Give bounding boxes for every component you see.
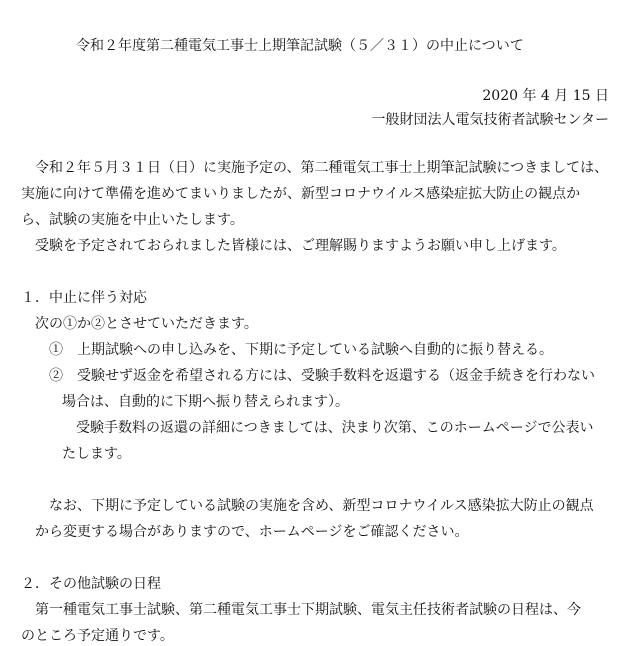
intro-line-1: 令和２年５月３１日（日）に実施予定の、第二種電気工事士上期筆記試験につきましては、 <box>35 160 609 176</box>
issuing-organization: 一般財団法人電気技術者試験センター <box>371 112 609 128</box>
note-line-2: から変更する場合がありますので、ホームページをご確認ください。 <box>35 524 469 540</box>
notice-date: 2020 年 4 月 15 日 <box>482 88 609 104</box>
section-2-line-2: のところ予定通りです。 <box>21 628 174 644</box>
option-2-line-1: ② 受験せず返金を希望される方には、受験手数料を返還する（返金手続きを行わない <box>49 368 595 384</box>
intro-line-4: 受験を予定されておられました皆様には、ご理解賜りますようお願い申し上げます。 <box>35 238 566 254</box>
section-2-line-1: 第一種電気工事士試験、第二種電気工事士下期試験、電気主任技術者試験の日程は、今 <box>35 602 581 618</box>
refund-detail-line-2: たします。 <box>62 446 131 462</box>
refund-detail-line-1: 受験手数料の返還の詳細につきましては、決まり次第、このホームページで公表い <box>76 420 594 436</box>
note-line-1: なお、下期に予定している試験の実施を含め、新型コロナウイルス感染拡大防止の観点 <box>49 498 594 514</box>
section-1-lead: 次の①か②とさせていただきます。 <box>35 316 258 332</box>
section-1-heading: １．中止に伴う対応 <box>21 290 147 306</box>
intro-line-2: 実施に向けて準備を進めてまいりましたが、新型コロナウイルス感染症拡大防止の観点か <box>21 186 581 202</box>
intro-line-3: ら、試験の実施を中止いたします。 <box>21 212 244 228</box>
notice-title: 令和２年度第二種電気工事士上期筆記試験（５／３１）の中止について <box>76 38 524 54</box>
section-2-heading: ２．その他試験の日程 <box>21 576 161 592</box>
option-2-line-2: 場合は、自動的に下期へ振り替えられます）。 <box>62 394 349 410</box>
option-1: ① 上期試験への申し込みを、下期に予定している試験へ自動的に振り替える。 <box>49 342 553 358</box>
